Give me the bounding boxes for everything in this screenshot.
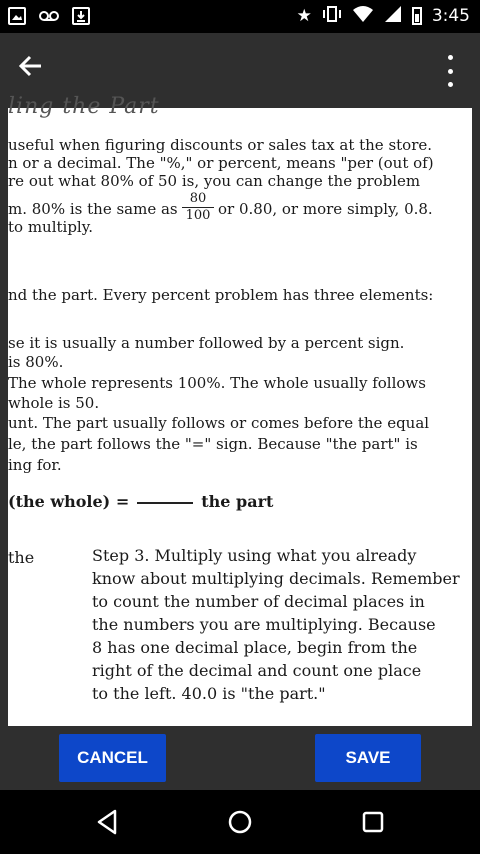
- equation-right: the part: [201, 492, 274, 511]
- document-preview: [8, 94, 472, 726]
- doc-line: nd the part. Every percent problem has three elements:: [8, 286, 434, 304]
- step-line: 8 has one decimal place, begin from the: [92, 638, 418, 657]
- download-icon: [72, 7, 90, 25]
- doc-line: ing for.: [8, 456, 62, 474]
- doc-line: se it is usually a number followed by a percent sign.: [8, 334, 405, 352]
- save-button[interactable]: SAVE: [315, 734, 421, 782]
- doc-line: The whole represents 100%. The whole usually follows: [8, 374, 426, 392]
- arrow-left-icon: [18, 53, 44, 79]
- status-time: 3:45: [431, 6, 470, 26]
- doc-line: whole is 50.: [8, 394, 100, 412]
- equation: [8, 492, 273, 511]
- step-line: to the left. 40.0 is "the part.": [92, 684, 326, 703]
- fraction-denominator: 100: [185, 208, 211, 223]
- step-line: the numbers you are multiplying. Because: [92, 615, 436, 634]
- doc-line: is 80%.: [8, 353, 64, 371]
- status-right-icons: [297, 5, 470, 27]
- doc-line: m. 80% is the same as: [8, 200, 178, 218]
- doc-line: the: [8, 548, 35, 567]
- back-button[interactable]: [18, 53, 58, 89]
- image-icon: [8, 7, 26, 25]
- doc-line: n or a decimal. The "%," or percent, means "per (out of): [8, 154, 434, 172]
- equation-blank: [137, 502, 193, 504]
- doc-line: useful when figuring discounts or sales tax at the store.: [8, 136, 433, 154]
- step-line: to count the number of decimal places in: [92, 592, 425, 611]
- step-line: know about multiplying decimals. Remember: [92, 569, 460, 588]
- equation-left: (the whole) =: [8, 492, 130, 511]
- battery-icon: [412, 7, 422, 25]
- cut-heading: ling the Part: [8, 94, 160, 119]
- fraction: [182, 192, 214, 223]
- step-line: Step 3. Multiply using what you already: [92, 546, 417, 565]
- doc-line: or 0.80, or more simply, 0.8.: [218, 200, 433, 218]
- doc-line: to multiply.: [8, 218, 93, 236]
- recents-square-icon[interactable]: [359, 808, 387, 836]
- status-bar: [0, 0, 480, 33]
- more-vert-icon[interactable]: [438, 55, 462, 87]
- system-nav-bar: [0, 790, 480, 854]
- cancel-button[interactable]: CANCEL: [59, 734, 166, 782]
- step-line: right of the decimal and count one place: [92, 661, 422, 680]
- star-icon: ★: [296, 6, 312, 26]
- vibrate-icon: [322, 5, 342, 27]
- wifi-icon: [352, 5, 374, 27]
- status-left-icons: [8, 7, 90, 30]
- voicemail-icon: [38, 7, 60, 30]
- fraction-numerator: 80: [189, 191, 207, 206]
- doc-line: unt. The part usually follows or comes before the equal: [8, 414, 430, 432]
- action-bar: [0, 726, 480, 790]
- doc-line: le, the part follows the "=" sign. Because "the part" is: [8, 435, 418, 453]
- doc-line: re out what 80% of 50 is, you can change the problem: [8, 172, 421, 190]
- back-triangle-icon[interactable]: [93, 808, 121, 836]
- signal-icon: [384, 5, 402, 27]
- home-circle-icon[interactable]: [226, 808, 254, 836]
